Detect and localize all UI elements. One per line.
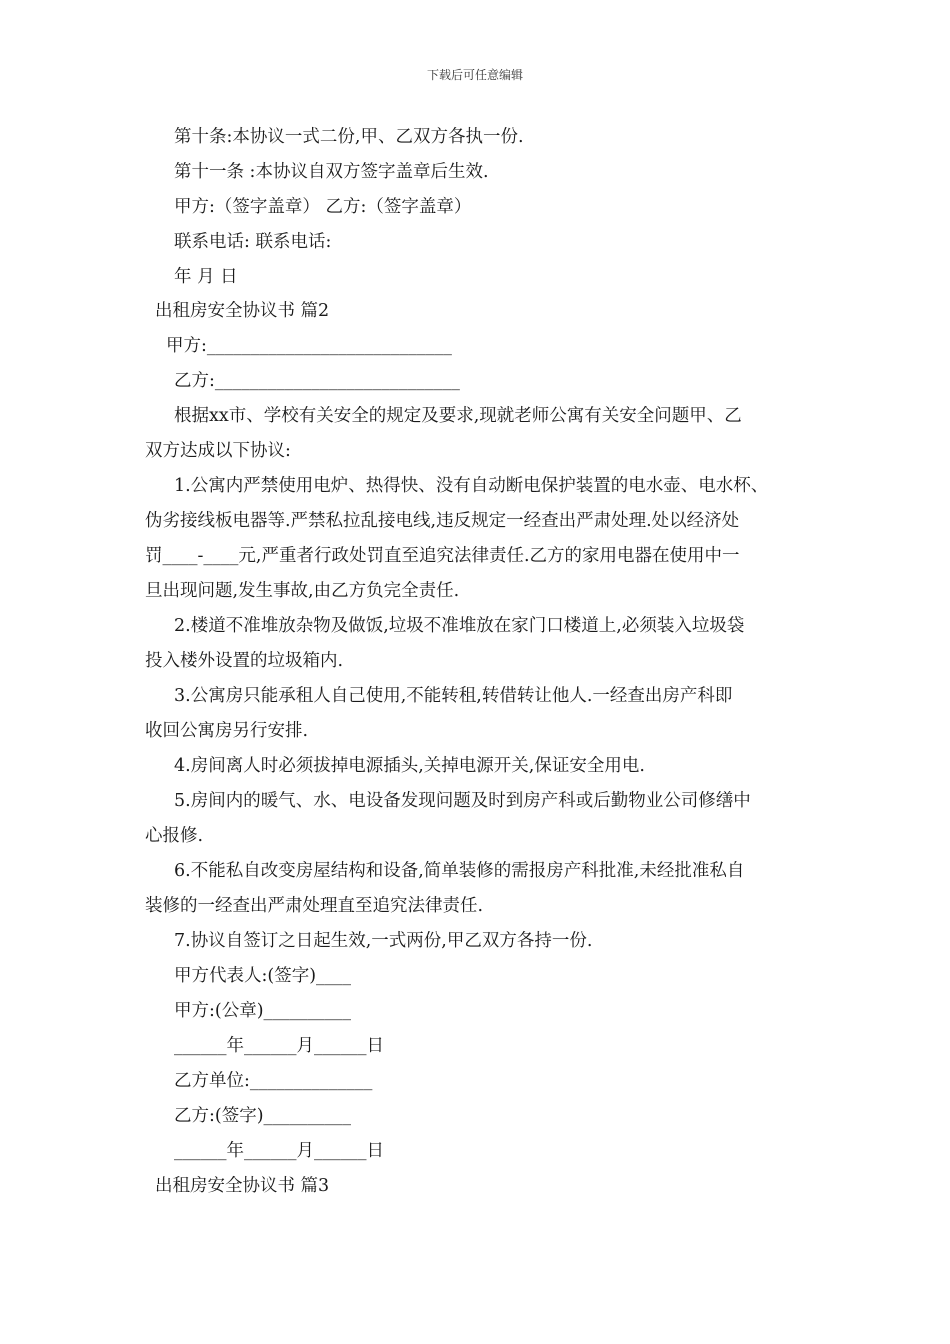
party-a-rep-line: 甲方代表人:(签字)____ — [174, 966, 352, 986]
item-6-line-1: 6.不能私自改变房屋结构和设备,简单装修的需报房产科批准,未经批准私自 — [174, 861, 745, 881]
party-a-seal-line: 甲方:(公章)__________ — [174, 1001, 352, 1021]
party-b-sign-line: 乙方:(签字)__________ — [174, 1106, 352, 1126]
clause-10: 第十条:本协议一式二份,甲、乙双方各执一份. — [174, 127, 524, 147]
item-3-line-2: 收回公寓房另行安排. — [145, 721, 309, 741]
item-6-line-2: 装修的一经查出严肃处理直至追究法律责任. — [145, 896, 484, 916]
item-4-line-1: 4.房间离人时必须拔掉电源插头,关掉电源开关,保证安全用电. — [174, 756, 645, 776]
item-5-line-2: 心报修. — [145, 826, 204, 846]
item-2-line-2: 投入楼外设置的垃圾箱内. — [145, 651, 344, 671]
contact-line: 联系电话: 联系电话: — [174, 232, 332, 252]
item-1-line-2: 伪劣接线板电器等.严禁私拉乱接电线,违反规定一经查出严肃处理.处以经济处 — [145, 511, 740, 531]
date-line-b: ______年______月______日 — [174, 1141, 384, 1161]
item-1-line-1: 1.公寓内严禁使用电炉、热得快、没有自动断电保护装置的电水壶、电水杯、 — [174, 476, 769, 496]
intro-line-2: 双方达成以下协议: — [145, 441, 291, 461]
signature-line: 甲方:（签字盖章） 乙方:（签字盖章） — [174, 197, 472, 217]
item-2-line-1: 2.楼道不准堆放杂物及做饭,垃圾不准堆放在家门口楼道上,必须装入垃圾袋 — [174, 616, 745, 636]
item-5-line-1: 5.房间内的暖气、水、电设备发现问题及时到房产科或后勤物业公司修缮中 — [174, 791, 751, 811]
party-a-line: 甲方:____________________________ — [166, 336, 452, 356]
date-line: 年 月 日 — [174, 267, 238, 287]
party-b-unit-line: 乙方单位:______________ — [174, 1071, 373, 1091]
item-7-line-1: 7.协议自签订之日起生效,一式两份,甲乙双方各持一份. — [174, 931, 593, 951]
item-1-line-4: 旦出现问题,发生事故,由乙方负完全责任. — [145, 581, 460, 601]
party-b-line: 乙方:____________________________ — [174, 371, 460, 391]
page-header: 下载后可任意编辑 — [426, 68, 523, 82]
intro-line-1: 根据xx市、学校有关安全的规定及要求,现就老师公寓有关安全问题甲、乙 — [174, 406, 742, 426]
clause-11: 第十一条 :本协议自双方签字盖章后生效. — [174, 162, 489, 182]
item-1-line-3: 罚____-____元,严重者行政处罚直至追究法律责任.乙方的家用电器在使用中一 — [145, 546, 740, 566]
item-3-line-1: 3.公寓房只能承租人自己使用,不能转租,转借转让他人.一经查出房产科即 — [174, 686, 733, 706]
date-line-a: ______年______月______日 — [174, 1036, 384, 1056]
section-title-2: 出租房安全协议书 篇2 — [155, 301, 330, 321]
section-title-3: 出租房安全协议书 篇3 — [155, 1176, 330, 1196]
